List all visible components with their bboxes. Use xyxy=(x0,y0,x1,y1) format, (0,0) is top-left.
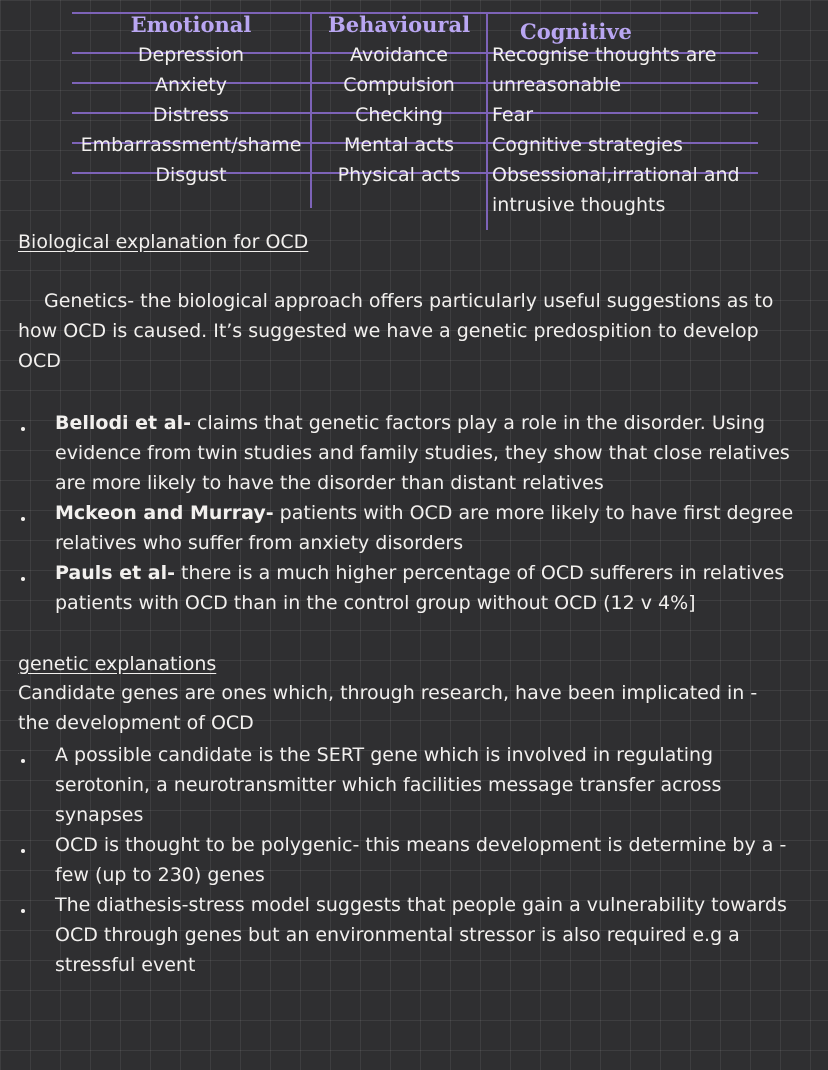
paragraph-text: Genetics- the biological approach offers particularly useful suggestions as to how OCD is caused. It’s suggested we have a genetic predospition to develop OCD xyxy=(18,290,774,372)
symptoms-table xyxy=(72,10,758,230)
table-cell: Depression xyxy=(137,44,245,66)
table-cell: Recognise thoughts are xyxy=(492,44,717,66)
table-cell: Obsessional,irrational and xyxy=(492,164,740,186)
list-item: A possible candidate is the SERT gene which is involved in regulating serotonin, a neurotransmitter which facilities message transfer across synapses xyxy=(18,740,788,830)
behavioural-column xyxy=(310,10,488,190)
cognitive-column xyxy=(492,10,758,220)
study-list xyxy=(18,408,808,618)
biological-heading: Biological explanation for OCD xyxy=(18,231,309,253)
list-item: OCD is thought to be polygenic- this means development is determine by a - few (up to 230) genes xyxy=(18,830,788,890)
study-text: patients with OCD are more likely to have first degree relatives who suffer from anxiety disorders xyxy=(55,502,794,554)
column-header: Behavioural xyxy=(327,12,471,37)
table-cell: Distress xyxy=(152,104,230,126)
table-cell: intrusive thoughts xyxy=(492,194,666,216)
list-item: The diathesis-stress model suggests that people gain a vulnerability towards OCD through genes but an environmental stressor is also required e.g a stressful event xyxy=(18,890,788,980)
table-cell: Disgust xyxy=(155,164,227,186)
table-cell: Compulsion xyxy=(343,74,455,96)
list-item xyxy=(18,498,808,558)
study-text: claims that genetic factors play a role in the disorder. Using evidence from twin studies and family studies, they show that close relatives are more likely to have the disorder than distant relatives xyxy=(55,412,790,494)
table-cell: Avoidance xyxy=(350,44,448,66)
table-cell: Embarrassment/shame xyxy=(80,134,302,156)
genetic-points-list xyxy=(18,740,788,980)
column-header: Cognitive xyxy=(520,19,632,44)
table-cell: Anxiety xyxy=(155,74,227,96)
list-item xyxy=(18,408,808,498)
table-cell: Checking xyxy=(355,104,443,126)
study-name: Mckeon and Murray- xyxy=(55,502,274,524)
genetic-heading: genetic explanations xyxy=(18,653,217,675)
table-cell: Mental acts xyxy=(344,134,454,156)
table-cell: unreasonable xyxy=(492,74,622,96)
column-header: Emotional xyxy=(130,12,252,37)
table-cell: Cognitive strategies xyxy=(492,134,683,156)
table-cell: Fear xyxy=(492,104,534,126)
study-text: there is a much higher percentage of OCD sufferers in relatives patients with OCD than in the control group without OCD (12 v 4%] xyxy=(55,562,785,614)
list-item xyxy=(18,558,808,618)
genetics-paragraph xyxy=(18,286,793,376)
study-name: Pauls et al- xyxy=(55,562,176,584)
candidate-genes-paragraph: Candidate genes are ones which, through research, have been implicated in - the development of OCD xyxy=(18,682,758,734)
table-cell: Physical acts xyxy=(337,164,461,186)
study-name: Bellodi et al- xyxy=(55,412,191,434)
emotional-column xyxy=(72,10,310,190)
